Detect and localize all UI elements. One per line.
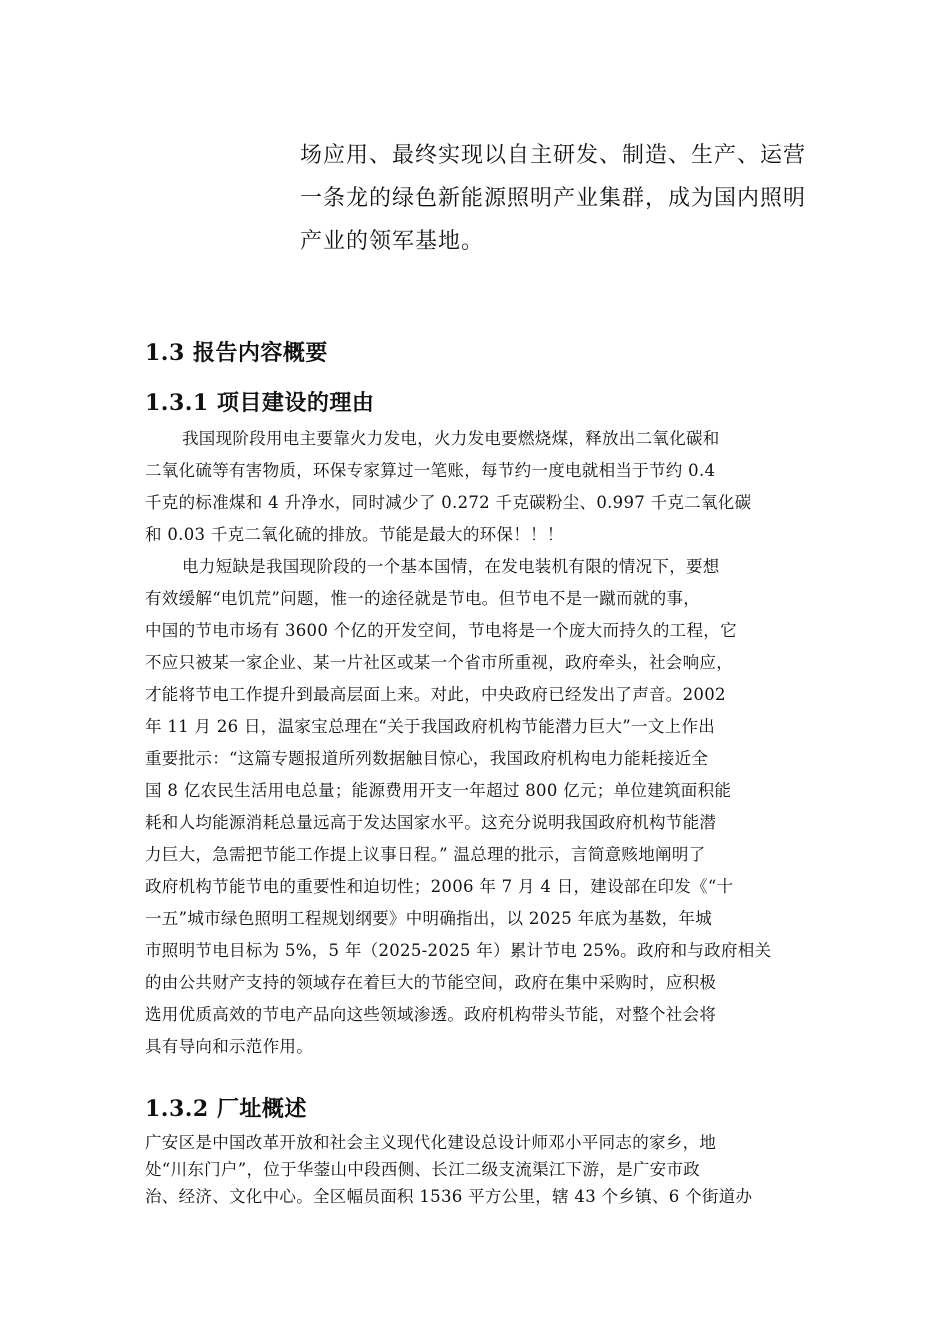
paragraph-line: 二氧化硫等有害物质，环保专家算过一笔账，每节约一度电就相当于节约 0.4 [145, 461, 716, 480]
paragraph-line: 力巨大，急需把节能工作提上议事日程。” 温总理的批示，言简意赅地阐明了 [145, 845, 706, 864]
paragraph-line: 的由公共财产支持的领域存在着巨大的节能空间，政府在集中采购时，应积极 [145, 973, 717, 992]
paragraph-line: 和 0.03 千克二氧化硫的排放。节能是最大的环保！！！ [145, 525, 564, 544]
section-heading-1-3-1: 1.3.1 项目建设的理由 [145, 390, 375, 416]
paragraph-line: 市照明节电目标为 5%，5 年（2025-2025 年）累计节电 25%。政府和与政府相关 [145, 941, 772, 960]
paragraph-line: 有效缓解“电饥荒”问题，惟一的途径就是节电。但节电不是一蹴而就的事， [145, 589, 701, 608]
section-heading-1-3-2: 1.3.2 厂址概述 [145, 1096, 307, 1122]
paragraph-line: 不应只被某一家企业、某一片社区或某一个省市所重视，政府牵头，社会响应， [145, 653, 733, 672]
intro-line: 一条龙的绿色新能源照明产业集群，成为国内照明 [300, 186, 807, 211]
paragraph-line: 年 11 月 26 日，温家宝总理在“关于我国政府机构节能潜力巨大”一文上作出 [145, 717, 716, 736]
intro-line: 产业的领军基地。 [300, 229, 485, 254]
paragraph-line: 治、经济、文化中心。全区幅员面积 1536 平方公里，辖 43 个乡镇、6 个街道办 [145, 1187, 753, 1206]
section-heading-1-3: 1.3 报告内容概要 [145, 340, 328, 366]
intro-paragraph [300, 134, 820, 263]
paragraph-line: 具有导向和示范作用。 [145, 1037, 313, 1056]
paragraph-line: 处“川东门户”，位于华蓥山中段西侧、长江二级支流渠江下游，是广安市政 [145, 1160, 701, 1179]
paragraph-line: 我国现阶段用电主要靠火力发电，火力发电要燃烧煤，释放出二氧化碳和 [182, 429, 720, 448]
paragraph-line: 一五”城市绿色照明工程规划纲要》中明确指出，以 2025 年底为基数，年城 [145, 909, 713, 928]
paragraph-line: 广安区是中国改革开放和社会主义现代化建设总设计师邓小平同志的家乡，地 [145, 1133, 717, 1152]
paragraph-line: 电力短缺是我国现阶段的一个基本国情，在发电装机有限的情况下，要想 [182, 557, 720, 576]
paragraph-line: 才能将节电工作提升到最高层面上来。对此，中央政府已经发出了声音。2002 [145, 685, 726, 704]
paragraph-line: 中国的节电市场有 3600 个亿的开发空间，节电将是一个庞大而持久的工程，它 [145, 621, 737, 640]
paragraph-reason-2 [145, 551, 805, 1063]
paragraph-line: 千克的标准煤和 4 升净水，同时减少了 0.272 千克碳粉尘、0.997 千克二氧化碳 [145, 493, 752, 512]
paragraph-line: 耗和人均能源消耗总量远高于发达国家水平。这充分说明我国政府机构节能潜 [145, 813, 717, 832]
paragraph-line: 政府机构节能节电的重要性和迫切性；2006 年 7 月 4 日，建设部在印发《“十 [145, 877, 734, 896]
intro-line: 场应用、最终实现以自主研发、制造、生产、运营 [300, 143, 807, 168]
paragraph-reason-1 [145, 423, 805, 551]
paragraph-line: 国 8 亿农民生活用电总量；能源费用开支一年超过 800 亿元；单位建筑面积能 [145, 781, 732, 800]
paragraph-site-overview [145, 1129, 805, 1210]
paragraph-line: 重要批示：“这篇专题报道所列数据触目惊心，我国政府机构电力能耗接近全 [145, 749, 709, 768]
paragraph-line: 选用优质高效的节电产品向这些领域渗透。政府机构带头节能，对整个社会将 [145, 1005, 717, 1024]
